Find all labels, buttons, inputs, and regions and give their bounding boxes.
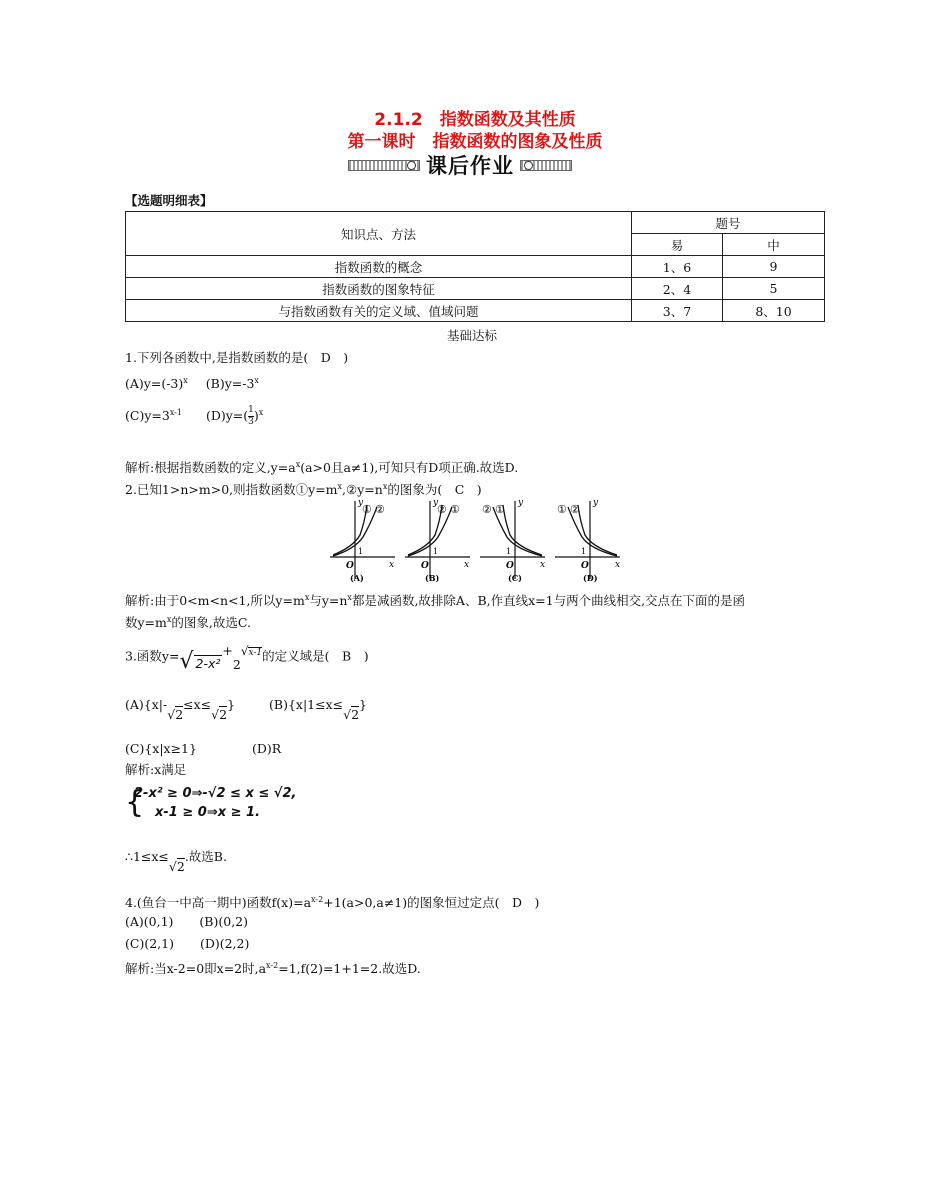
svg-text:(D): (D) [583,573,598,583]
svg-text:y: y [518,498,524,508]
q4-options-ab: (A)(0,1) (B)(0,2) [125,914,248,929]
q3-conclusion: ∴1≤x≤√2.故选B. [125,849,227,874]
graph-b [405,498,470,583]
q1-options-ab: $(A)y=(-3)^x$ $(B)y=-3^x$ [125,376,259,392]
row-topic: 指数函数的概念 [126,256,632,278]
q3-options-ab: (A){x|-√2≤x≤√2} (B){x|1≤x≤√2} [125,697,367,722]
svg-text:O: O [421,561,429,571]
svg-text:②: ② [570,503,580,516]
svg-text:x: x [389,560,395,570]
q1-analysis: 解析:根据指数函数的定义$,y=a^x(a>0$且a≠1),可知只有D项正确.故选D. [125,460,519,476]
svg-text:②: ② [437,503,447,516]
header-medium: 中 [723,234,825,256]
svg-text:②: ② [375,503,385,516]
svg-text:y: y [433,498,439,508]
q4-stem: 4.(鱼台一中高一期中)函数$f(x)=a^{x-2}+1(a>0,a\ne 1)$的图象恒过定点( D ) [125,895,540,911]
banner-bar-right [520,160,572,171]
header-topic: 知识点、方法 [126,212,632,256]
svg-text:O: O [346,561,354,571]
svg-text:②: ② [482,503,492,516]
svg-text:O: O [506,561,514,571]
row-easy: 3、7 [632,300,723,322]
q2-stem: 2.已知1>n>m>0,则指数函数$①y=m^x,②y=n^x$的图象为( C ) [125,482,482,498]
table-row [126,278,825,300]
q3-options-cd: (C){x|x≥1} (D)R [125,741,282,756]
row-medium: 9 [723,256,825,278]
q3-system: { 2-x² ≥ 0⇒-√2 ≤ x ≤ √2, x-1 ≥ 0⇒x ≥ 1. [125,785,297,820]
svg-text:x: x [540,560,546,570]
svg-text:y: y [593,498,599,508]
row-medium: 8、10 [723,300,825,322]
lesson-title: 2.1.2 指数函数及其性质 [374,110,576,130]
svg-text:(B): (B) [425,573,440,583]
graph-c [480,498,545,583]
svg-text:(A): (A) [350,573,364,583]
svg-text:1: 1 [358,547,364,556]
svg-text:1: 1 [581,547,587,556]
svg-text:x: x [615,560,621,570]
header-number: 题号 [632,212,825,234]
banner-bar-left [348,160,420,171]
header-easy: 易 [632,234,723,256]
svg-text:①: ① [557,503,567,516]
table-row [126,256,825,278]
q1-options-cd: $(C)y=3^{x-1}$ (D)y=( $\frac{1}{3}$ )$^x$ [125,405,264,428]
graph-d [555,498,620,583]
q2-analysis-line1: 解析:由于0<m<n<1,所以$y=m^x$与$y=n^x$都是减函数,故排除A、B,作直线x=1与两个曲线相交,交点在下面的是函 [125,593,746,609]
q3-stem: 3.函数y=√ 2-x²+2√x-1的定义域是( B ) [125,642,369,674]
svg-text:1: 1 [433,547,439,556]
banner-text: 课后作业 [426,154,514,178]
q2-graph-options [325,497,625,585]
q3-analysis: 解析:x满足 [125,762,187,777]
svg-text:(C): (C) [508,573,522,583]
svg-text:y: y [358,498,364,508]
svg-text:①: ① [362,503,372,516]
detail-table [125,211,825,322]
row-topic: 指数函数的图象特征 [126,278,632,300]
q4-analysis: 解析:当x-2=0即x=2时$,a^{x-2}=1,f(2)=1+1=2$.故选D. [125,961,421,977]
homework-banner [335,152,585,178]
svg-text:①: ① [450,503,460,516]
svg-text:x: x [464,560,470,570]
row-easy: 2、4 [632,278,723,300]
svg-text:1: 1 [506,547,512,556]
graph-a [330,498,395,583]
row-easy: 1、6 [632,256,723,278]
table-caption: 【选题明细表】 [125,193,213,208]
q1-stem: 1.下列各函数中,是指数函数的是( D ) [125,350,349,365]
svg-text:①: ① [495,503,505,516]
row-topic: 与指数函数有关的定义域、值域问题 [126,300,632,322]
table-row [126,300,825,322]
section-title: 基础达标 [447,328,498,343]
q2-analysis-line2: 数$y=m^x$的图象,故选C. [125,615,251,631]
svg-text:O: O [581,561,589,571]
q4-options-cd: (C)(2,1) (D)(2,2) [125,936,250,951]
row-medium: 5 [723,278,825,300]
lesson-subtitle: 第一课时 指数函数的图象及性质 [347,132,603,152]
